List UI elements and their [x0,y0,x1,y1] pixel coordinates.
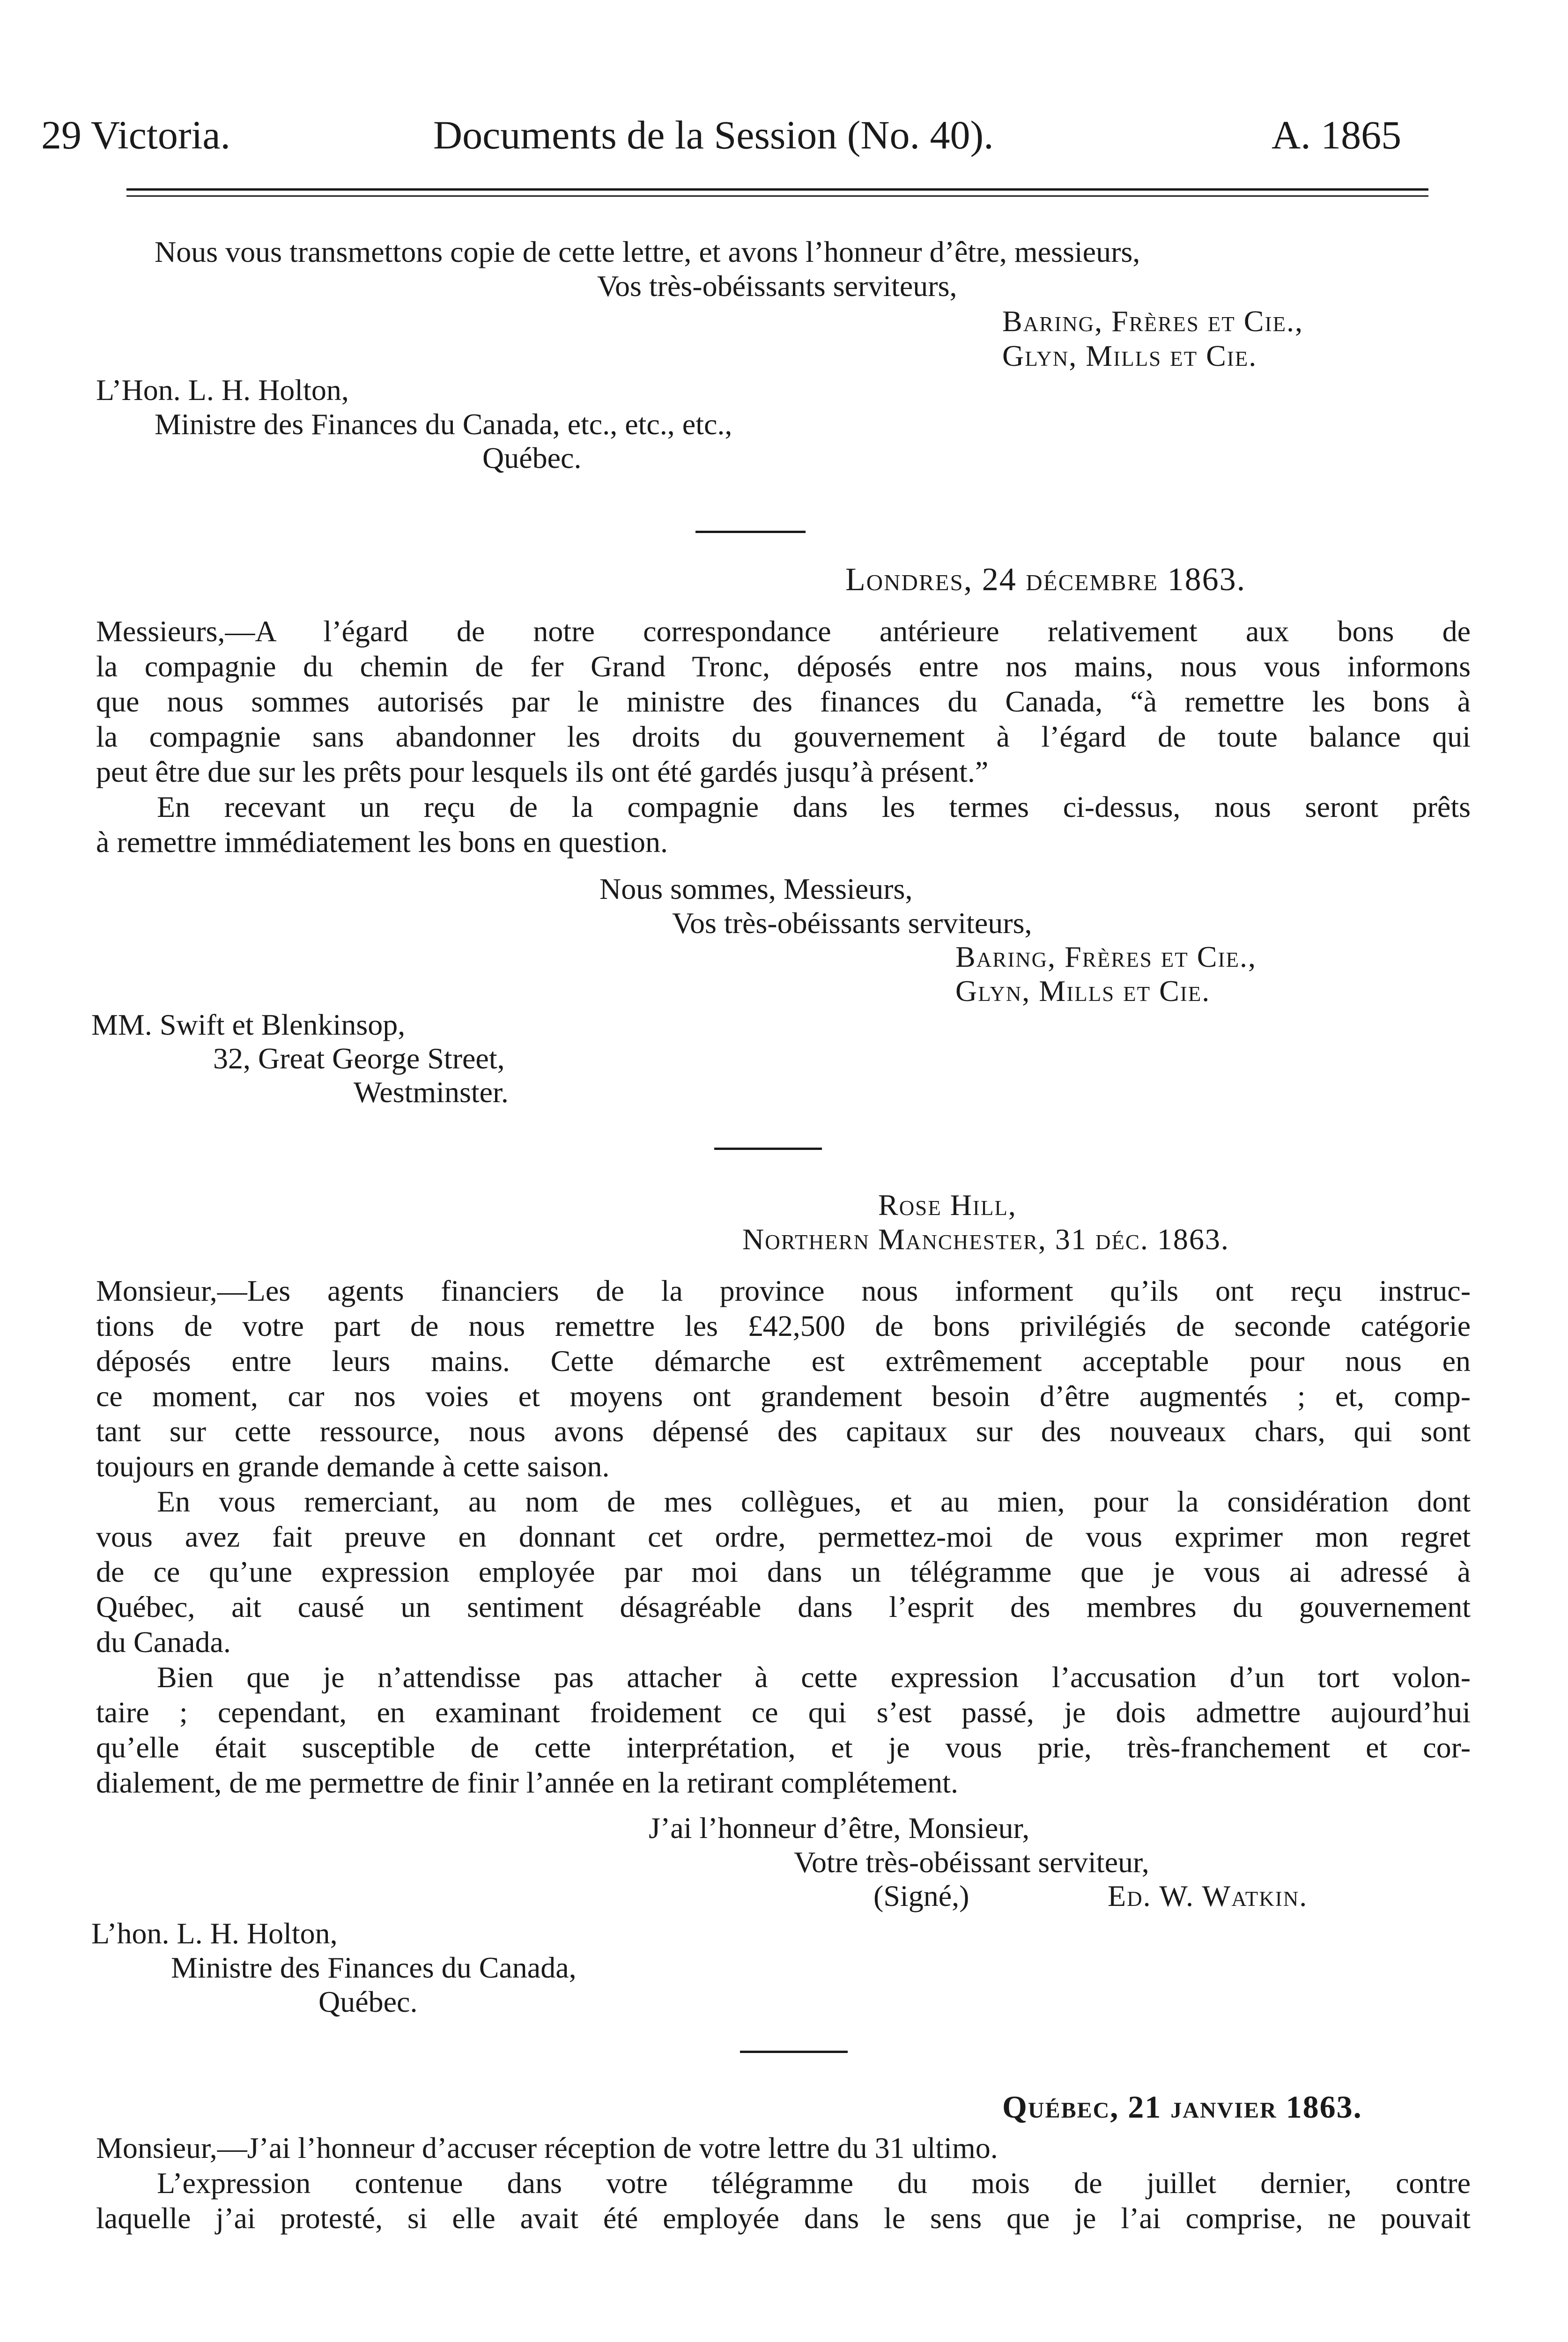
letter3-body-line: Monsieur,—Les agents financiers de la province nous informent qu’ils ont reçu instruc- [96,1274,1471,1307]
letter4-dateline: Québec, 21 janvier 1863. [1002,2089,1362,2125]
letter2-signature-2: Glyn, Mills et Cie. [955,974,1211,1008]
letter3-closing-2: Votre très-obéissant serviteur, [794,1845,1149,1879]
letter2-addressee-street: 32, Great George Street, [213,1042,505,1075]
letter2-addressee-city: Westminster. [354,1075,509,1109]
letter4-body [96,2130,1471,2236]
letter2-closing-1: Nous sommes, Messieurs, [599,872,913,905]
letter3-body-line: tant sur cette ressource, nous avons dépensé des capitaux sur des nouveaux chars, qui sont [96,1415,1471,1448]
letter2-body-line: que nous sommes autorisés par le ministre des finances du Canada, “à remettre les bons à [96,685,1471,718]
letter3-place: Rose Hill, [878,1188,1017,1222]
letter2-body-line: Messieurs,—A l’égard de notre correspondance antérieure relativement aux bons de [96,615,1471,648]
header-rule-2 [126,195,1428,197]
letter4-body-line: Monsieur,—J’ai l’honneur d’accuser réception de votre lettre du 31 ultimo. [96,2131,998,2164]
letter3-body-line: de ce qu’une expression employée par moi dans un télégramme que je vous ai adressé à [96,1555,1471,1588]
separator-2 [714,1148,822,1150]
letter2-body [96,614,1471,860]
letter3-body-line: Québec, ait causé un sentiment désagréable dans l’esprit des membres du gouvernement [96,1590,1471,1623]
letter2-body-line: la compagnie sans abandonner les droits du gouvernement à l’égard de toute balance qui [96,720,1471,753]
letter3-addressee-city: Québec. [318,1985,418,2018]
letter2-body-line: peut être due sur les prêts pour lesquels ils ont été gardés jusqu’à présent.” [96,755,989,788]
letter1-addressee-title: Ministre des Finances du Canada, etc., etc., etc., [155,408,732,441]
letter1-addressee: L’Hon. L. H. Holton, [96,373,349,407]
letter1-addressee-city: Québec. [482,441,582,474]
letter3-body-line: qu’elle était susceptible de cette interprétation, et je vous prie, très-franchement et cor- [96,1731,1471,1764]
letter3-addressee: L’hon. L. H. Holton, [91,1917,338,1950]
letter3-body-line: dialement, de me permettre de finir l’année en la retirant complétement. [96,1766,958,1799]
letter3-closing-1: J’ai l’honneur d’être, Monsieur, [649,1811,1030,1845]
letter1-signature-2: Glyn, Mills et Cie. [1002,339,1257,372]
letter3-body-line: vous avez fait preuve en donnant cet ordre, permettez-moi de vous exprimer mon regret [96,1520,1471,1553]
letter3-body-line: toujours en grande demande à cette saison. [96,1450,610,1483]
letter3-dateline: Northern Manchester, 31 déc. 1863. [742,1223,1229,1256]
letter4-body-line: laquelle j’ai protesté, si elle avait été employée dans le sens que je l’ai comprise, ne pouvait [96,2201,1471,2235]
letter3-body [96,1273,1471,1800]
letter3-signed: (Signé,) [873,1879,969,1912]
letter2-body-line: à remettre immédiatement les bons en question. [96,825,668,859]
letter2-addressee: MM. Swift et Blenkinsop, [91,1008,406,1041]
separator-1 [695,531,806,533]
letter3-body-line: ce moment, car nos voies et moyens ont grandement besoin d’être augmentés ; et, comp- [96,1379,1471,1413]
letter2-body-line: la compagnie du chemin de fer Grand Tronc, déposés entre nos mains, nous vous informons [96,650,1471,683]
header-volume: 29 Victoria. [41,112,231,157]
letter2-closing-2: Vos très-obéissants serviteurs, [672,906,1032,940]
letter2-dateline: Londres, 24 décembre 1863. [845,562,1246,598]
header-title: Documents de la Session (No. 40). [433,112,994,157]
letter3-addressee-title: Ministre des Finances du Canada, [171,1951,577,1984]
letter3-body-line: En vous remerciant, au nom de mes collègues, et au mien, pour la considération dont [157,1485,1471,1518]
letter3-body-line: déposés entre leurs mains. Cette démarche est extrêmement acceptable pour nous en [96,1344,1471,1378]
letter1-closing: Vos très-obéissants serviteurs, [597,269,957,303]
separator-3 [740,2051,848,2053]
letter1-signature-1: Baring, Frères et Cie., [1002,304,1303,338]
letter4-body-line: L’expression contenue dans votre télégramme du mois de juillet dernier, contre [157,2166,1471,2200]
letter1-line: Nous vous transmettons copie de cette lettre, et avons l’honneur d’être, messieurs, [155,235,1140,268]
letter3-body-line: taire ; cependant, en examinant froidement ce qui s’est passé, je dois admettre aujourd’hui [96,1696,1471,1729]
letter2-body-line: En recevant un reçu de la compagnie dans les termes ci-dessus, nous seront prêts [157,790,1471,823]
letter3-body-line: tions de votre part de nous remettre les £42,500 de bons privilégiés de seconde catégorie [96,1309,1471,1342]
letter2-signature-1: Baring, Frères et Cie., [955,940,1257,973]
letter3-body-line: du Canada. [96,1625,231,1659]
header-year: A. 1865 [1272,112,1402,157]
header-rule [126,188,1428,191]
letter3-signature: Ed. W. Watkin. [1108,1879,1308,1912]
letter3-body-line: Bien que je n’attendisse pas attacher à cette expression l’accusation d’un tort volon- [157,1660,1471,1694]
